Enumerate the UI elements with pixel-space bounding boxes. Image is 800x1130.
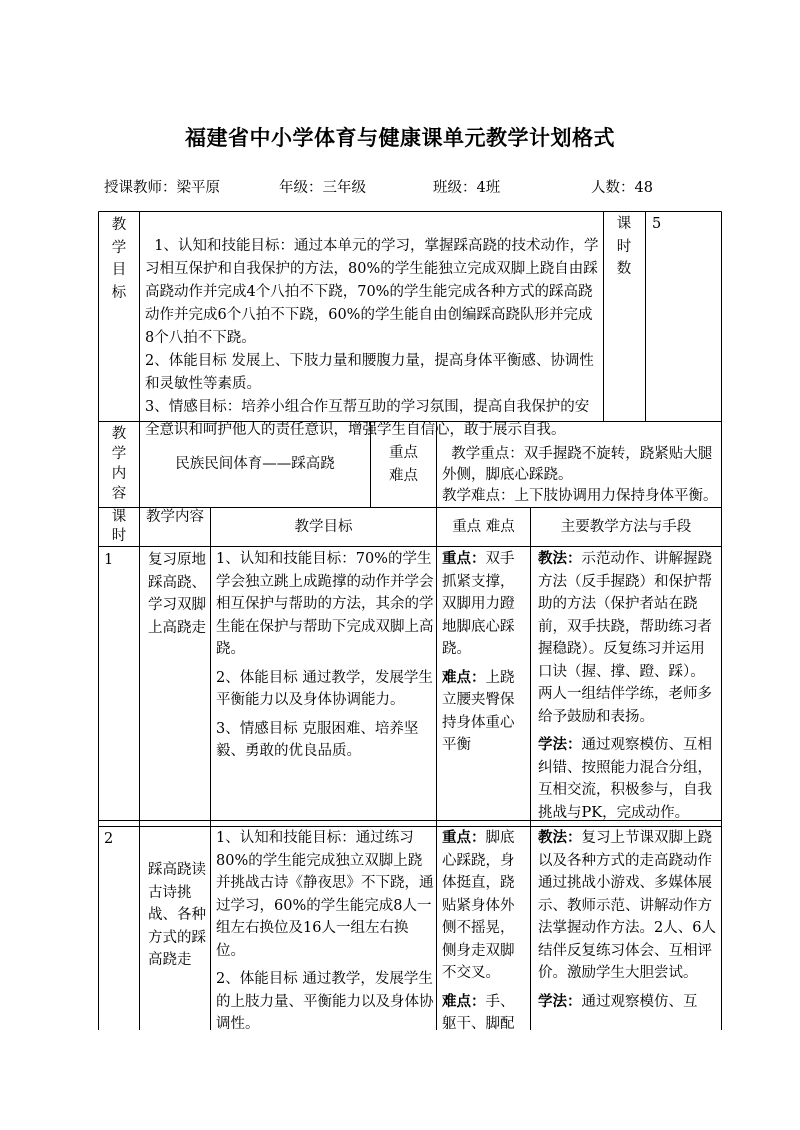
hours-value-cell bbox=[652, 213, 712, 253]
lesson-2-content-cell bbox=[148, 859, 208, 1009]
lesson-1-diff: 上跷立腰夹臀保持身体重心平衡 bbox=[442, 669, 515, 753]
lesson-2-study-label: 学法： bbox=[538, 992, 582, 1010]
hours-label: 课时数 bbox=[616, 216, 632, 277]
content-value: 民族民间体育——踩高跷 bbox=[175, 456, 335, 473]
header-lesson-cell bbox=[104, 508, 134, 546]
content-label: 教学内容 bbox=[111, 426, 127, 502]
lesson-1-key: 双手抓紧支撑，双脚用力蹬地脚底心踩跷。 bbox=[442, 551, 515, 657]
header-content: 教学内容 bbox=[146, 509, 204, 525]
key-text-cell bbox=[442, 423, 718, 507]
student-count-info: 人数：48 bbox=[591, 180, 653, 196]
goals-label-cell bbox=[104, 214, 134, 419]
lesson-2-key: 脚底心踩跷，身体挺直，跷贴紧身体外侧不摇晃，侧身走双脚不交叉。 bbox=[442, 830, 515, 981]
lesson-1-content-cell bbox=[148, 549, 208, 699]
lesson-2-number: 2 bbox=[104, 831, 114, 847]
header-key: 重点 难点 bbox=[452, 518, 515, 535]
lesson-1-key-label: 重点： bbox=[442, 550, 486, 567]
lesson-1-content: 复习原地踩高跷、学习双脚上高跷走 bbox=[148, 552, 206, 636]
hours-label-cell bbox=[606, 213, 642, 313]
content-value-cell bbox=[140, 422, 370, 507]
key-text: 教学重点：双手握跷不旋转，跷紧贴大腿外侧，脚底心踩跷。 教学难点：上下肢协调用力保持身体平衡。 bbox=[442, 446, 718, 504]
lesson-2-method-label: 教法： bbox=[538, 829, 582, 846]
header-goal-cell bbox=[211, 508, 436, 546]
header-method: 主要教学方法与手段 bbox=[560, 518, 692, 535]
hours-value: 5 bbox=[652, 216, 662, 232]
lesson-2-key-cell bbox=[442, 827, 528, 1032]
lesson-1-method-label: 教法： bbox=[538, 550, 582, 567]
header-lesson: 课时 bbox=[111, 509, 127, 544]
lesson-1-number-cell bbox=[104, 549, 134, 579]
lesson-2-number-cell bbox=[104, 828, 134, 858]
goals-text-cell bbox=[145, 212, 600, 438]
class-info: 班级：4班 bbox=[433, 180, 501, 196]
lesson-1-goal-3: 3、情感目标 克服困难、培养坚毅、勇敢的优良品质。 bbox=[216, 720, 419, 759]
key-label: 重点难点 bbox=[389, 445, 418, 484]
teacher-info: 授课教师：梁平原 bbox=[104, 180, 220, 196]
header-method-cell bbox=[531, 508, 721, 546]
header-goal: 教学目标 bbox=[294, 518, 353, 535]
lesson-1-method-cell bbox=[538, 548, 718, 820]
lesson-2-goal-2: 2、体能目标 通过教学，发展学生的上肢力量、平衡能力以及身体协调性。 bbox=[216, 971, 434, 1032]
lesson-2-diff: 手、躯干、脚配 bbox=[442, 993, 515, 1032]
key-label-cell bbox=[371, 422, 436, 507]
lesson-1-method: 示范动作、讲解握跷方法（反手握跷）和保护帮助的方法（保护者站在跷前，双手扶跷，帮助练习者握稳跷）。反复练习并运用口诀（握、撑、蹬、踩）。两人一组结伴学练，老师多给予鼓励和表扬。 bbox=[538, 551, 712, 725]
grade-info: 年级：三年级 bbox=[279, 180, 366, 196]
lesson-1-goals-cell bbox=[216, 548, 434, 818]
lesson-2-method: 复习上节课双脚上跷以及各种方式的走高跷动作 通过挑战小游戏、多媒体展示、教师示范、讲解动作方法掌握动作方法。2人、6人结伴反复练习体会、互相评价。激励学生大胆尝试。 bbox=[538, 830, 716, 981]
lesson-1-number: 1 bbox=[104, 552, 114, 568]
lesson-1-study-label: 学法： bbox=[538, 736, 582, 753]
goals-text: 1、认知和技能目标：通过本单元的学习，掌握踩高跷的技术动作，学习相互保护和自我保护的方法，80%的学生能独立完成双脚上跷自由踩高跷动作并完成4个八拍不下跷，70%的学生能完成各种方式的踩高跷动作并完成6个八拍不下跷，60%的学生能自由创编踩高跷队形并完成8个八拍不下跷。 2、体能目标 发展上、下肢力量和腰腹力量，提高身体平衡感、协调性和灵敏性等素质。 3、情感目标：培养小组合作互帮互助的学习氛围，提高自我保护的安全意识和呵护他人的责任意识，增强学生自信心，敢于展示自我。 bbox=[145, 238, 599, 438]
lesson-2-goal-1: 1、认知和技能目标：通过练习80%的学生能完成独立双脚上跷并挑战古诗《静夜思》不下跷，通过学习，60%的学生能完成8人一组左右换位及16人一组左右换位。 bbox=[216, 830, 434, 959]
lesson-2-content: 踩高跷读古诗挑战、各种方式的踩高跷走 bbox=[148, 862, 206, 968]
goals-label: 教学目标 bbox=[111, 217, 127, 301]
content-label-cell bbox=[104, 424, 134, 506]
lesson-2-method-cell bbox=[538, 827, 718, 1027]
lesson-2-key-label: 重点： bbox=[442, 829, 486, 846]
lesson-1-goal-1: 1、认知和技能目标：70%的学生学会独立跳上成跪撑的动作并学会相互保护与帮助的方法，其余的学生能在保护与帮助下完成双脚上高跷。 bbox=[216, 551, 434, 657]
lesson-1-key-cell bbox=[442, 548, 528, 818]
page-title: 福建省中小学体育与健康课单元教学计划格式 bbox=[185, 126, 615, 150]
lesson-1-study: 通过观察模仿、互相纠错、按照能力混合分组，互相交流，积极参与，自我挑战与PK，完成动作。 bbox=[538, 737, 712, 821]
lesson-2-diff-label: 难点： bbox=[442, 992, 486, 1010]
lesson-1-goal-2: 2、体能目标 通过教学，发展学生平衡能力以及身体协调能力。 bbox=[216, 669, 433, 708]
lesson-2-study: 通过观察模仿、互 bbox=[581, 993, 698, 1010]
header-key-cell bbox=[437, 508, 530, 546]
header-content-cell bbox=[144, 508, 206, 546]
lesson-2-goals-cell bbox=[216, 827, 434, 1032]
lesson-1-diff-label: 难点： bbox=[442, 668, 486, 686]
